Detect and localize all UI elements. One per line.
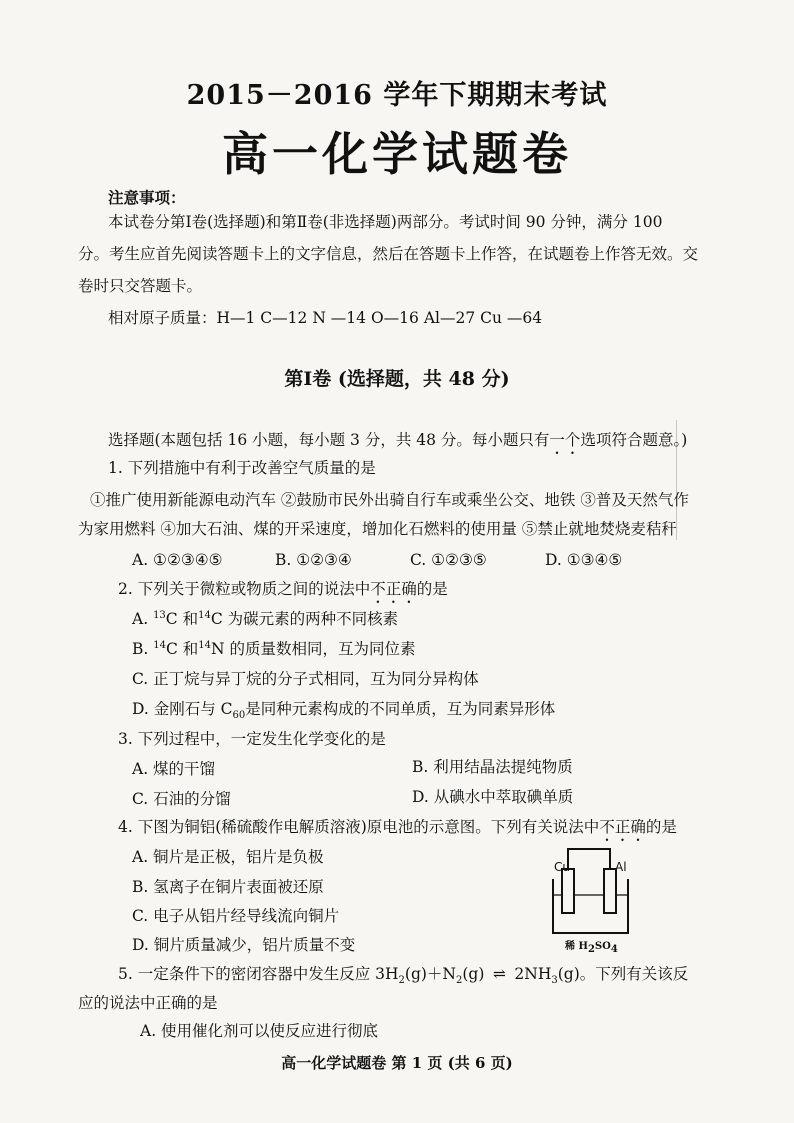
q3-stem: 3. 下列过程中，一定发生化学变化的是	[118, 730, 386, 748]
q4-option-d: D. 铜片质量减少，铝片质量不变	[132, 936, 356, 954]
q3-option-c: C. 石油的分馏	[132, 790, 231, 808]
q2-option-c: C. 正丁烷与异丁烷的分子式相同，互为同分异构体	[132, 670, 479, 688]
cu-label: Cu	[554, 860, 570, 874]
q3-option-b: B. 利用结晶法提纯物质	[412, 758, 573, 776]
q4-option-a: A. 铜片是正极，铝片是负极	[132, 848, 324, 866]
section-1-title: 第Ⅰ卷 (选择题，共 48 分)	[284, 368, 510, 390]
galvanic-cell-svg	[545, 843, 635, 948]
q2-b-post: N 的质量数相同，互为同位素	[211, 640, 416, 658]
electrolyte-caption	[565, 937, 618, 955]
q2-b-pre: B.	[132, 640, 154, 658]
q5-b: (g)＋N	[404, 965, 456, 983]
intro-text-a: 选择题(本题包括 16 小题，每小题 3 分，共 48 分。每小题只有	[108, 431, 550, 449]
q2-a-mid: C 和	[165, 610, 199, 628]
q4-stem-a: 4. 下图为铜铝(稀硫酸作电解质溶液)原电池的示意图。下列有关说法中	[118, 818, 600, 836]
q2-b-sup2: 14	[198, 639, 212, 651]
galvanic-cell-diagram	[545, 843, 635, 958]
notice-line-2: 分。考生应首先阅读答题卡上的文字信息，然后在答题卡上作答，在试题卷上作答无效。交	[78, 245, 699, 263]
q4-stem	[118, 816, 677, 845]
q2-d-post: 是同种元素构成的不同单质，互为同素异形体	[245, 700, 556, 718]
q1-items-line-2: 为家用燃料 ④加大石油、煤的开采速度，增加化石燃料的使用量 ⑤禁止就地焚烧麦秸秆	[78, 520, 677, 538]
q3-option-d: D. 从碘水中萃取碘单质	[412, 788, 574, 806]
q5-a: 5. 一定条件下的密闭容器中发生反应 3H	[118, 965, 399, 983]
q1-stem: 1. 下列措施中有利于改善空气质量的是	[108, 459, 376, 477]
q2-stem	[118, 578, 448, 607]
q2-b-sup1: 14	[153, 639, 166, 651]
q4-stem-b: 的是	[645, 818, 677, 836]
q1-items-line-1: ①推广使用新能源电动汽车 ②鼓励市民外出骑自行车或乘坐公交、地铁 ③普及天然气作	[90, 491, 689, 509]
q5-s1: 2	[398, 975, 405, 987]
caption-a: 稀 H	[565, 941, 588, 952]
wire	[568, 849, 610, 869]
caption-sub2: 4	[610, 944, 618, 955]
copper-electrode	[562, 869, 574, 913]
q5-c: (g)	[462, 965, 485, 983]
q4-option-b: B. 氢离子在铜片表面被还原	[132, 878, 324, 896]
equilibrium-arrow: ⇌	[492, 965, 506, 983]
q2-d-sub: 60	[232, 710, 246, 722]
q3-option-a: A. 煤的干馏	[132, 760, 216, 778]
caption-sub1: 2	[587, 944, 595, 955]
scan-artifact	[676, 420, 677, 540]
q2-a-sup1: 13	[153, 609, 166, 621]
q5-d: 2NH	[514, 965, 552, 983]
q2-option-d	[132, 698, 555, 720]
q2-d-pre: D. 金刚石与 C	[132, 700, 233, 718]
intro-emphasis: 一个	[549, 431, 581, 449]
q5-s3: 3	[551, 975, 558, 987]
q1-option-a: A. ①②③④⑤	[132, 551, 223, 569]
page-footer: 高一化学试题卷 第 1 页 (共 6 页)	[281, 1054, 513, 1072]
notice-line-1: 本试卷分第Ⅰ卷(选择题)和第Ⅱ卷(非选择题)两部分。考试时间 90 分钟，满分 100	[108, 213, 663, 231]
q2-stem-a: 2. 下列关于微粒或物质之间的说法中	[118, 580, 371, 598]
q2-a-post: C 为碳元素的两种不同核素	[210, 610, 399, 628]
q2-option-b	[132, 638, 416, 660]
q2-stem-b: 的是	[416, 580, 448, 598]
q5-option-a: A. 使用催化剂可以使反应进行彻底	[140, 1022, 379, 1040]
q2-option-a	[132, 608, 398, 630]
q2-emphasis: 不正确	[370, 580, 417, 598]
exam-paper-title: 高一化学试题卷	[222, 127, 572, 181]
q5-stem-line-2: 应的说法中正确的是	[78, 994, 218, 1012]
q4-emphasis: 不正确	[599, 818, 646, 836]
intro-text-b: 选项符合题意。)	[580, 431, 688, 449]
q1-option-b: B. ①②③④	[275, 551, 352, 569]
aluminum-electrode	[604, 869, 616, 913]
q4-option-c: C. 电子从铝片经导线流向铜片	[132, 907, 340, 925]
q1-option-d: D. ①③④⑤	[545, 551, 623, 569]
q2-a-pre: A.	[132, 610, 154, 628]
q1-option-c: C. ①②③⑤	[410, 551, 487, 569]
q5-e: (g)。下列有关该反	[557, 965, 689, 983]
al-label: Al	[615, 860, 627, 874]
section-1-intro	[108, 429, 687, 458]
q5-stem	[118, 963, 688, 985]
atomic-mass-line: 相对原子质量：H—1 C—12 N —14 O—16 Al—27 Cu —64	[108, 309, 543, 327]
exam-term-title: 2015－2016 学年下期期末考试	[186, 80, 608, 111]
notice-heading: 注意事项：	[108, 188, 186, 207]
notice-line-3: 卷时只交答题卡。	[78, 277, 203, 295]
q2-b-mid: C 和	[165, 640, 199, 658]
q5-s2: 2	[456, 975, 463, 987]
q2-a-sup2: 14	[198, 609, 211, 621]
caption-b: SO	[594, 941, 611, 952]
